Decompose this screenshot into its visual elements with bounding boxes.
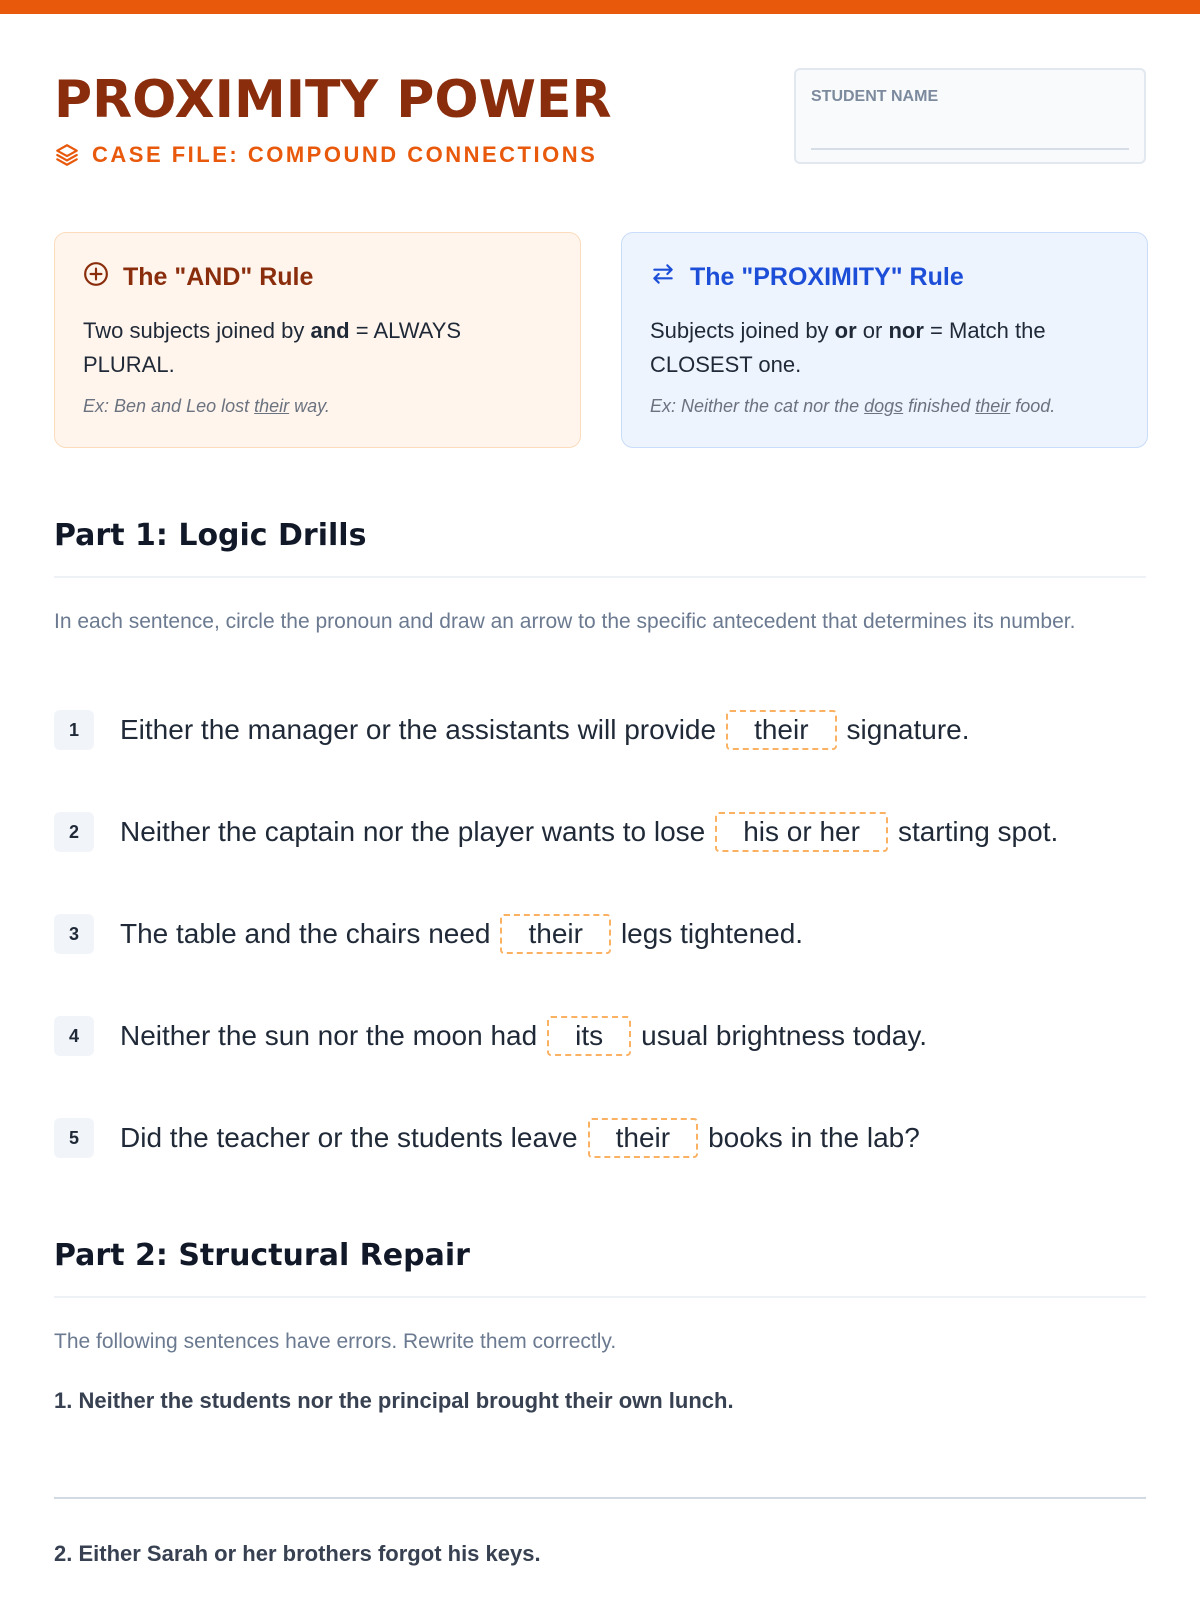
drill-text-before: Did the teacher or the students leave [120,1122,578,1153]
part2-instructions: The following sentences have errors. Rewrite them correctly. [54,1330,617,1353]
part1-divider [54,576,1146,578]
drill-number: 5 [54,1118,94,1158]
proximity-example-pronoun: their [975,396,1011,416]
and-example-pronoun: their [254,396,290,416]
proximity-keyword-or: or [834,318,857,343]
drill-text-after: starting spot. [897,816,1059,847]
and-rule-card [54,232,581,448]
and-rule-title: The "AND" Rule [123,263,314,291]
answer-line[interactable] [54,1497,1146,1499]
and-rule-heading [83,261,552,294]
pronoun-box[interactable]: its [547,1016,631,1056]
subtitle-text: CASE FILE: COMPOUND CONNECTIONS [92,142,598,167]
and-example-text: Ex: Ben and Leo lost [83,396,255,416]
part2-divider [54,1296,1146,1298]
drill-item [54,710,970,750]
proximity-rule-heading [650,261,1119,294]
proximity-example-antecedent: dogs [864,396,904,416]
drill-text-before: Neither the captain nor the player wants to lose [120,816,706,847]
pronoun-box[interactable]: their [500,914,610,954]
pronoun-box[interactable]: their [588,1118,698,1158]
page-title: PROXIMITY POWER [54,70,612,130]
drill-item [54,914,803,954]
drill-sentence [120,812,1058,852]
proximity-rule-body [650,314,1119,382]
and-rule-keyword: and [310,318,350,343]
proximity-rule-title: The "PROXIMITY" Rule [690,263,964,291]
proximity-body-text: Subjects joined by [650,318,835,343]
and-rule-body-text-end: = ALWAYS PLURAL. [83,318,462,377]
drill-item [54,1118,920,1158]
drill-item [54,812,1058,852]
drill-number: 2 [54,812,94,852]
plus-circle-icon [83,261,109,294]
and-rule-body [83,314,552,382]
accent-top-bar [0,0,1200,14]
repair-item: 1. Neither the students nor the principal brought their own lunch. [54,1388,734,1413]
and-example-text-end: way. [289,396,330,416]
drill-sentence [120,914,803,954]
drill-sentence [120,1016,927,1056]
proximity-rule-example [650,396,1119,417]
repair-item: 2. Either Sarah or her brothers forgot his keys. [54,1541,541,1566]
student-name-field[interactable] [811,148,1129,150]
drill-text-before: Either the manager or the assistants will provide [120,714,717,745]
drill-number: 1 [54,710,94,750]
drill-number: 4 [54,1016,94,1056]
drill-text-after: books in the lab? [708,1122,920,1153]
worksheet-header [54,70,612,168]
case-file-subtitle [54,142,612,168]
and-rule-example [83,396,552,417]
student-name-label: STUDENT NAME [811,88,939,105]
proximity-example-mid: finished [903,396,976,416]
proximity-keyword-nor: nor [888,318,924,343]
part2-title: Part 2: Structural Repair [54,1238,470,1273]
pronoun-box[interactable]: his or her [715,812,888,852]
proximity-rule-card [621,232,1148,448]
layers-icon [54,142,80,168]
proximity-body-text-end: = Match the CLOSEST one. [650,318,1046,377]
and-rule-body-text: Two subjects joined by [83,318,311,343]
part1-title: Part 1: Logic Drills [54,518,367,553]
drill-sentence [120,710,970,750]
swap-arrows-icon [650,261,676,294]
part1-instructions: In each sentence, circle the pronoun and draw an arrow to the specific antecedent that determines its number. [54,610,1076,633]
pronoun-box[interactable]: their [726,710,836,750]
proximity-body-mid: or [856,318,889,343]
drill-text-after: legs tightened. [620,918,804,949]
drill-text-before: Neither the sun nor the moon had [120,1020,538,1051]
drill-sentence [120,1118,920,1158]
drill-number: 3 [54,914,94,954]
drill-text-after: signature. [846,714,970,745]
proximity-example-text: Ex: Neither the cat nor the [650,396,865,416]
drill-text-before: The table and the chairs need [120,918,491,949]
drill-item [54,1016,927,1056]
proximity-example-text-end: food. [1010,396,1056,416]
drill-text-after: usual brightness today. [641,1020,928,1051]
student-name-box [794,68,1146,164]
